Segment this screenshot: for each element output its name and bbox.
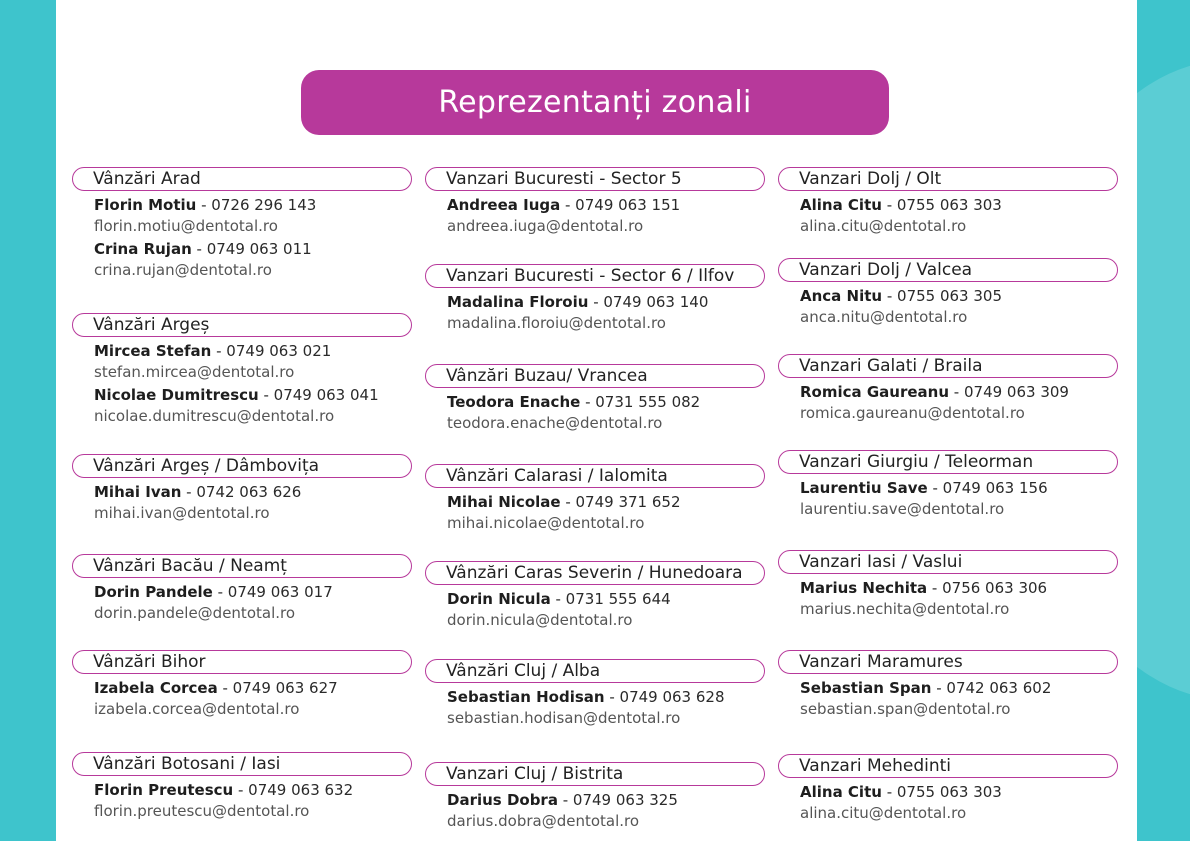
contact-name-phone xyxy=(94,385,412,406)
contact-name-phone xyxy=(94,780,412,801)
contact-entry xyxy=(800,782,1118,823)
contact-name: Sebastian Span xyxy=(800,679,932,697)
contact-phone: - 0731 555 644 xyxy=(550,590,671,608)
contact-name: Dorin Pandele xyxy=(94,583,213,601)
region-section xyxy=(778,450,1118,519)
contact-phone: - 0755 063 303 xyxy=(881,196,1002,214)
contact-entry xyxy=(94,678,412,719)
contact-email: sebastian.span@dentotal.ro xyxy=(800,700,1011,718)
contact-phone: - 0742 063 626 xyxy=(181,483,302,501)
region-section xyxy=(778,167,1118,236)
contact-name-phone xyxy=(447,687,765,708)
contact-entry xyxy=(800,195,1118,236)
contact-name: Mihai Ivan xyxy=(94,483,182,501)
region-section xyxy=(778,754,1118,823)
region-header: Vânzări Argeș xyxy=(72,313,412,337)
region-header: Vanzari Giurgiu / Teleorman xyxy=(778,450,1118,474)
contact-entry xyxy=(447,790,765,831)
contact-entry xyxy=(447,589,765,630)
contact-name-phone xyxy=(800,578,1118,599)
contact-phone: - 0726 296 143 xyxy=(196,196,317,214)
region-header: Vanzari Bucuresti - Sector 5 xyxy=(425,167,765,191)
contact-name: Nicolae Dumitrescu xyxy=(94,386,259,404)
contact-email: laurentiu.save@dentotal.ro xyxy=(800,500,1005,518)
region-header: Vanzari Galati / Braila xyxy=(778,354,1118,378)
contact-entry xyxy=(94,482,412,523)
contact-email: alina.citu@dentotal.ro xyxy=(800,804,967,822)
contact-entry xyxy=(447,292,765,333)
contact-entry xyxy=(800,478,1118,519)
region-section xyxy=(425,167,765,236)
contact-email: dorin.pandele@dentotal.ro xyxy=(94,604,296,622)
contact-name-phone xyxy=(800,195,1118,216)
region-section xyxy=(72,454,412,523)
contact-entry xyxy=(94,195,412,236)
contact-email: stefan.mircea@dentotal.ro xyxy=(94,363,295,381)
contact-phone: - 0749 063 011 xyxy=(191,240,312,258)
region-section xyxy=(425,659,765,728)
region-header: Vânzări Arad xyxy=(72,167,412,191)
contact-name: Mircea Stefan xyxy=(94,342,212,360)
contact-name: Florin Motiu xyxy=(94,196,197,214)
region-section xyxy=(425,364,765,433)
contact-entry xyxy=(800,678,1118,719)
region-header: Vanzari Bucuresti - Sector 6 / Ilfov xyxy=(425,264,765,288)
contact-phone: - 0756 063 306 xyxy=(927,579,1048,597)
contact-phone: - 0749 063 140 xyxy=(588,293,709,311)
region-header: Vanzari Iasi / Vaslui xyxy=(778,550,1118,574)
contact-name: Laurentiu Save xyxy=(800,479,928,497)
region-section xyxy=(72,167,412,280)
contact-name: Mihai Nicolae xyxy=(447,493,561,511)
contact-name-phone xyxy=(447,292,765,313)
contact-phone: - 0749 063 017 xyxy=(212,583,333,601)
region-header: Vânzări Botosani / Iasi xyxy=(72,752,412,776)
region-section xyxy=(72,313,412,426)
region-section xyxy=(778,550,1118,619)
region-header: Vânzări Cluj / Alba xyxy=(425,659,765,683)
contact-email: florin.preutescu@dentotal.ro xyxy=(94,802,310,820)
region-section xyxy=(425,762,765,831)
region-section xyxy=(778,258,1118,327)
contact-name: Darius Dobra xyxy=(447,791,558,809)
contact-name-phone xyxy=(94,341,412,362)
contact-name-phone xyxy=(800,678,1118,699)
contact-name-phone xyxy=(94,678,412,699)
contact-email: nicolae.dumitrescu@dentotal.ro xyxy=(94,407,335,425)
contact-name: Marius Nechita xyxy=(800,579,928,597)
contact-phone: - 0749 063 156 xyxy=(927,479,1048,497)
contact-email: izabela.corcea@dentotal.ro xyxy=(94,700,300,718)
region-section xyxy=(72,650,412,719)
contact-phone: - 0749 063 627 xyxy=(217,679,338,697)
region-header: Vânzări Argeș / Dâmbovița xyxy=(72,454,412,478)
region-section xyxy=(72,554,412,623)
contact-email: marius.nechita@dentotal.ro xyxy=(800,600,1010,618)
contact-entry xyxy=(94,341,412,382)
contact-name-phone xyxy=(447,195,765,216)
contact-entry xyxy=(94,780,412,821)
contact-name: Izabela Corcea xyxy=(94,679,218,697)
contact-phone: - 0755 063 305 xyxy=(882,287,1002,305)
contact-email: anca.nitu@dentotal.ro xyxy=(800,308,968,326)
title-banner xyxy=(301,70,889,135)
contact-phone: - 0742 063 602 xyxy=(931,679,1052,697)
contact-phone: - 0749 063 151 xyxy=(560,196,681,214)
contact-name-phone xyxy=(447,790,765,811)
contact-email: sebastian.hodisan@dentotal.ro xyxy=(447,709,681,727)
contact-entry xyxy=(447,392,765,433)
region-header: Vânzări Caras Severin / Hunedoara xyxy=(425,561,765,585)
contact-name-phone xyxy=(94,482,412,503)
contact-phone: - 0749 063 021 xyxy=(211,342,332,360)
contact-phone: - 0749 063 041 xyxy=(258,386,379,404)
contact-email: dorin.nicula@dentotal.ro xyxy=(447,611,633,629)
contact-phone: - 0749 063 325 xyxy=(557,791,678,809)
contact-email: mihai.nicolae@dentotal.ro xyxy=(447,514,645,532)
contact-phone: - 0749 063 628 xyxy=(604,688,725,706)
region-header: Vânzări Bihor xyxy=(72,650,412,674)
contact-name: Alina Citu xyxy=(800,783,882,801)
contact-name: Florin Preutescu xyxy=(94,781,234,799)
region-section xyxy=(778,354,1118,423)
contact-name-phone xyxy=(94,195,412,216)
region-header: Vanzari Dolj / Valcea xyxy=(778,258,1118,282)
contact-name: Sebastian Hodisan xyxy=(447,688,605,706)
contact-name-phone xyxy=(800,286,1118,307)
region-header: Vanzari Maramures xyxy=(778,650,1118,674)
contact-entry xyxy=(800,382,1118,423)
contact-name: Dorin Nicula xyxy=(447,590,551,608)
contact-name: Crina Rujan xyxy=(94,240,192,258)
contact-email: mihai.ivan@dentotal.ro xyxy=(94,504,270,522)
region-section xyxy=(425,464,765,533)
contact-email: andreea.iuga@dentotal.ro xyxy=(447,217,644,235)
contact-email: madalina.floroiu@dentotal.ro xyxy=(447,314,666,332)
contact-name-phone xyxy=(800,478,1118,499)
contact-phone: - 0755 063 303 xyxy=(881,783,1002,801)
contact-email: florin.motiu@dentotal.ro xyxy=(94,217,278,235)
contact-email: romica.gaureanu@dentotal.ro xyxy=(800,404,1025,422)
contact-name-phone xyxy=(447,492,765,513)
contact-name-phone xyxy=(447,392,765,413)
contact-phone: - 0749 063 309 xyxy=(949,383,1069,401)
region-section xyxy=(778,650,1118,719)
contact-name-phone xyxy=(94,582,412,603)
contact-name-phone xyxy=(800,382,1118,403)
page-title: Reprezentanți zonali xyxy=(438,85,752,120)
region-section xyxy=(425,264,765,333)
contact-email: darius.dobra@dentotal.ro xyxy=(447,812,640,830)
contact-entry xyxy=(800,578,1118,619)
contact-name: Alina Citu xyxy=(800,196,882,214)
region-header: Vânzări Bacău / Neamț xyxy=(72,554,412,578)
region-section xyxy=(425,561,765,630)
contact-email: crina.rujan@dentotal.ro xyxy=(94,261,272,279)
contact-name-phone xyxy=(447,589,765,610)
region-header: Vanzari Dolj / Olt xyxy=(778,167,1118,191)
contact-email: alina.citu@dentotal.ro xyxy=(800,217,967,235)
region-section xyxy=(72,752,412,821)
region-header: Vânzări Buzau/ Vrancea xyxy=(425,364,765,388)
contact-name-phone xyxy=(94,239,412,260)
contact-entry xyxy=(447,492,765,533)
contact-name: Madalina Floroiu xyxy=(447,293,589,311)
contact-phone: - 0749 063 632 xyxy=(233,781,354,799)
contact-entry xyxy=(447,687,765,728)
region-header: Vanzari Mehedinti xyxy=(778,754,1118,778)
contact-phone: - 0731 555 082 xyxy=(580,393,701,411)
contact-entry xyxy=(447,195,765,236)
contact-phone: - 0749 371 652 xyxy=(560,493,681,511)
contact-name-phone xyxy=(800,782,1118,803)
contact-name: Anca Nitu xyxy=(800,287,883,305)
contact-name: Teodora Enache xyxy=(447,393,581,411)
contact-entry xyxy=(94,239,412,280)
contact-name: Andreea Iuga xyxy=(447,196,561,214)
contact-entry xyxy=(94,582,412,623)
contact-entry xyxy=(94,385,412,426)
contact-entry xyxy=(800,286,1118,327)
contact-email: teodora.enache@dentotal.ro xyxy=(447,414,663,432)
contact-name: Romica Gaureanu xyxy=(800,383,950,401)
region-header: Vânzări Calarasi / Ialomita xyxy=(425,464,765,488)
region-header: Vanzari Cluj / Bistrita xyxy=(425,762,765,786)
